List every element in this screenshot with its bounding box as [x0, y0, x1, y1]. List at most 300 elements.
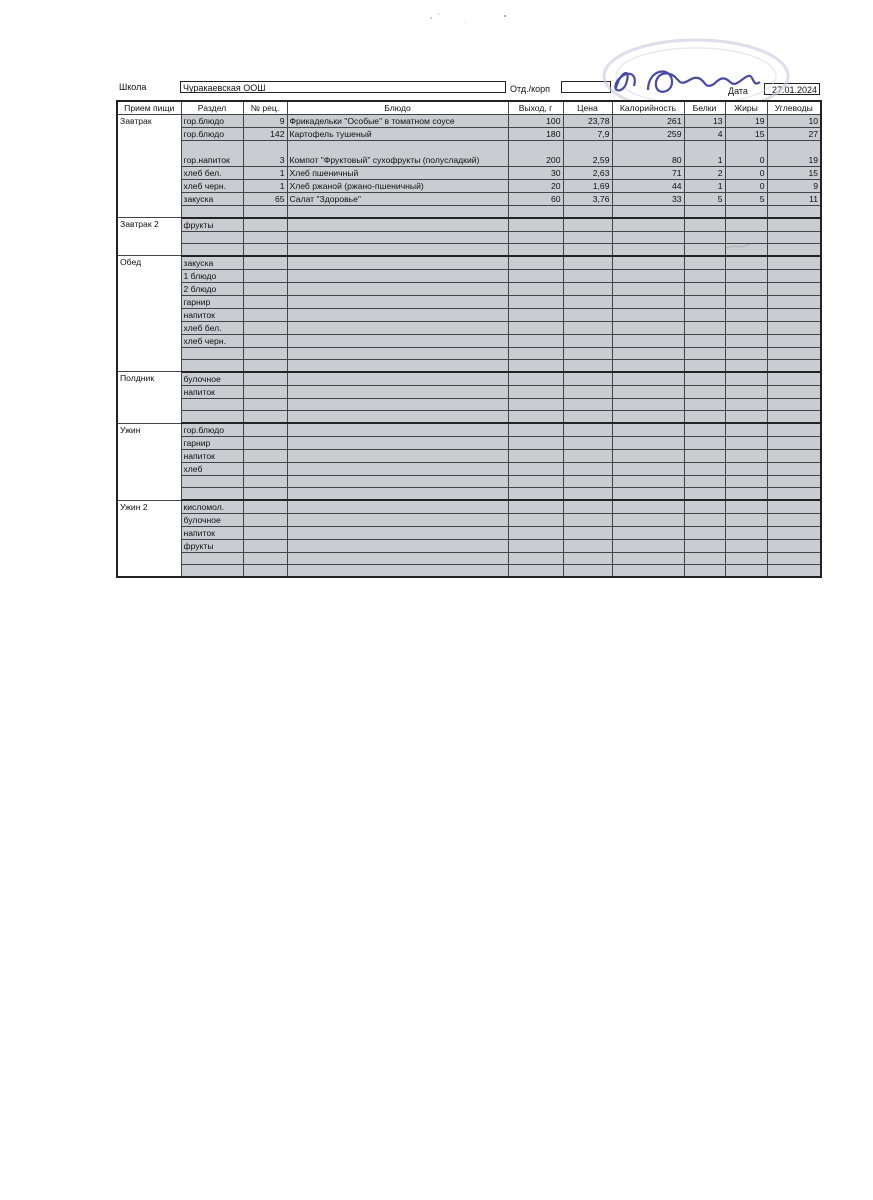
price-cell: 7,9 [563, 128, 612, 141]
recipe-number-cell: 1 [243, 180, 287, 193]
recipe-number-cell [243, 218, 287, 232]
recipe-number-cell [243, 553, 287, 565]
fat-cell [725, 476, 767, 488]
protein-cell: 1 [684, 180, 725, 193]
table-row [117, 180, 821, 193]
fat-cell [725, 565, 767, 577]
calories-cell [612, 334, 684, 347]
recipe-number-cell [243, 347, 287, 359]
output-cell [508, 423, 563, 437]
calories-cell: 80 [612, 141, 684, 167]
output-cell [508, 360, 563, 372]
fat-cell [725, 463, 767, 476]
carbs-cell: 11 [767, 193, 821, 206]
section-cell: гор.блюдо [181, 115, 243, 128]
fat-cell [725, 437, 767, 450]
protein-cell [684, 372, 725, 386]
price-cell [563, 488, 612, 500]
calories-cell [612, 411, 684, 423]
carbs-cell [767, 282, 821, 295]
fat-cell [725, 372, 767, 386]
fat-cell [725, 321, 767, 334]
section-cell: гор.блюдо [181, 128, 243, 141]
table-row [117, 514, 821, 527]
output-cell [508, 372, 563, 386]
calories-cell [612, 360, 684, 372]
dish-cell [287, 231, 508, 243]
fat-cell [725, 450, 767, 463]
section-cell: 2 блюдо [181, 282, 243, 295]
carbs-cell [767, 450, 821, 463]
carbs-cell: 19 [767, 141, 821, 167]
table-row [117, 372, 821, 386]
output-cell [508, 244, 563, 256]
dish-cell [287, 437, 508, 450]
price-cell: 23,78 [563, 115, 612, 128]
recipe-number-cell [243, 514, 287, 527]
section-cell: булочное [181, 372, 243, 386]
section-cell [181, 231, 243, 243]
recipe-number-cell [243, 360, 287, 372]
calories-cell [612, 476, 684, 488]
recipe-number-cell [243, 385, 287, 398]
calories-cell [612, 398, 684, 410]
price-cell [563, 385, 612, 398]
dish-cell [287, 218, 508, 232]
calories-cell [612, 244, 684, 256]
calories-cell [612, 540, 684, 553]
protein-cell [684, 282, 725, 295]
output-cell [508, 411, 563, 423]
protein-cell [684, 347, 725, 359]
recipe-number-cell [243, 282, 287, 295]
price-cell [563, 437, 612, 450]
calories-cell [612, 488, 684, 500]
table-row [117, 347, 821, 359]
dish-cell [287, 321, 508, 334]
output-cell [508, 385, 563, 398]
recipe-number-cell [243, 565, 287, 577]
table-row [117, 411, 821, 423]
table-row [117, 295, 821, 308]
table-row [117, 334, 821, 347]
calories-cell [612, 514, 684, 527]
table-row [117, 141, 821, 167]
protein-cell: 13 [684, 115, 725, 128]
protein-cell [684, 488, 725, 500]
calories-cell [612, 231, 684, 243]
dish-cell: Хлеб пшеничный [287, 167, 508, 180]
recipe-number-cell: 142 [243, 128, 287, 141]
price-cell [563, 565, 612, 577]
dish-cell [287, 500, 508, 514]
table-row [117, 360, 821, 372]
dish-cell: Компот "Фруктовый" сухофрукты (полусладкий) [287, 141, 508, 167]
output-cell [508, 321, 563, 334]
recipe-number-cell [243, 206, 287, 218]
table-row [117, 450, 821, 463]
recipe-number-cell [243, 308, 287, 321]
carbs-cell [767, 269, 821, 282]
calories-cell [612, 437, 684, 450]
section-cell [181, 411, 243, 423]
output-cell [508, 295, 563, 308]
fat-cell [725, 360, 767, 372]
table-row [117, 128, 821, 141]
price-cell [563, 450, 612, 463]
recipe-number-cell [243, 423, 287, 437]
section-cell: хлеб бел. [181, 321, 243, 334]
table-row [117, 269, 821, 282]
recipe-number-cell: 1 [243, 167, 287, 180]
fat-cell [725, 411, 767, 423]
output-cell [508, 231, 563, 243]
table-row [117, 540, 821, 553]
carbs-cell [767, 553, 821, 565]
table-row [117, 463, 821, 476]
carbs-cell [767, 372, 821, 386]
carbs-cell [767, 527, 821, 540]
table-row [117, 476, 821, 488]
output-cell [508, 282, 563, 295]
price-cell [563, 206, 612, 218]
table-row [117, 244, 821, 256]
carbs-cell: 27 [767, 128, 821, 141]
price-cell [563, 244, 612, 256]
dish-cell [287, 244, 508, 256]
dish-cell [287, 282, 508, 295]
section-cell: хлеб черн. [181, 180, 243, 193]
recipe-number-cell: 9 [243, 115, 287, 128]
protein-cell [684, 256, 725, 270]
recipe-number-cell [243, 488, 287, 500]
meal-name-cell: Полдник [117, 372, 181, 423]
price-cell [563, 321, 612, 334]
menu-table [116, 100, 822, 578]
dish-cell [287, 398, 508, 410]
output-cell [508, 450, 563, 463]
section-cell [181, 360, 243, 372]
output-cell: 200 [508, 141, 563, 167]
fat-cell [725, 423, 767, 437]
calories-cell: 71 [612, 167, 684, 180]
output-cell: 180 [508, 128, 563, 141]
recipe-number-cell [243, 437, 287, 450]
recipe-number-cell [243, 269, 287, 282]
output-cell [508, 553, 563, 565]
protein-cell [684, 244, 725, 256]
protein-cell [684, 231, 725, 243]
protein-cell [684, 450, 725, 463]
section-cell [181, 488, 243, 500]
protein-cell [684, 295, 725, 308]
protein-cell [684, 334, 725, 347]
price-cell [563, 540, 612, 553]
recipe-number-cell [243, 256, 287, 270]
fat-cell: 19 [725, 115, 767, 128]
table-row [117, 423, 821, 437]
dish-cell [287, 256, 508, 270]
price-cell [563, 553, 612, 565]
section-cell: булочное [181, 514, 243, 527]
output-cell [508, 256, 563, 270]
recipe-number-cell [243, 527, 287, 540]
carbs-cell [767, 398, 821, 410]
recipe-number-cell [243, 540, 287, 553]
calories-cell [612, 321, 684, 334]
recipe-number-cell [243, 463, 287, 476]
calories-cell [612, 423, 684, 437]
dept-label: Отд./корп [510, 84, 550, 94]
school-field: Чуракаевская ООШ [180, 81, 506, 93]
carbs-cell [767, 423, 821, 437]
table-row [117, 488, 821, 500]
fat-cell: 5 [725, 193, 767, 206]
carbs-cell [767, 295, 821, 308]
protein-cell [684, 218, 725, 232]
price-cell [563, 231, 612, 243]
protein-cell [684, 437, 725, 450]
calories-cell [612, 527, 684, 540]
table-row [117, 167, 821, 180]
price-cell [563, 347, 612, 359]
table-row [117, 565, 821, 577]
table-row [117, 231, 821, 243]
price-cell [563, 334, 612, 347]
fat-cell [725, 553, 767, 565]
carbs-cell [767, 244, 821, 256]
fat-cell: 0 [725, 141, 767, 167]
fat-cell [725, 334, 767, 347]
recipe-number-cell [243, 321, 287, 334]
carbs-cell [767, 347, 821, 359]
dish-cell [287, 565, 508, 577]
carbs-cell [767, 321, 821, 334]
dish-cell: Картофель тушеный [287, 128, 508, 141]
dish-cell [287, 334, 508, 347]
dish-cell [287, 553, 508, 565]
output-cell [508, 308, 563, 321]
price-cell [563, 308, 612, 321]
section-cell: кисломол. [181, 500, 243, 514]
fat-cell: 0 [725, 167, 767, 180]
recipe-number-cell [243, 334, 287, 347]
dish-cell: Фрикадельки "Особые" в томатном соусе [287, 115, 508, 128]
protein-cell: 1 [684, 141, 725, 167]
table-row [117, 527, 821, 540]
fat-cell [725, 488, 767, 500]
fat-cell: 15 [725, 128, 767, 141]
dish-cell [287, 206, 508, 218]
calories-cell [612, 308, 684, 321]
section-cell: напиток [181, 385, 243, 398]
carbs-cell [767, 218, 821, 232]
calories-cell: 261 [612, 115, 684, 128]
section-cell: закуска [181, 256, 243, 270]
section-cell: гор.блюдо [181, 423, 243, 437]
table-row [117, 218, 821, 232]
output-cell: 20 [508, 180, 563, 193]
carbs-cell [767, 360, 821, 372]
table-row [117, 321, 821, 334]
protein-cell: 2 [684, 167, 725, 180]
output-cell [508, 488, 563, 500]
dish-cell [287, 450, 508, 463]
price-cell [563, 269, 612, 282]
meal-name-cell: Обед [117, 256, 181, 372]
output-cell [508, 463, 563, 476]
price-cell [563, 476, 612, 488]
date-field: 27.01.2024 [764, 83, 820, 95]
table-row [117, 282, 821, 295]
output-cell [508, 269, 563, 282]
column-header: Белки [684, 101, 725, 115]
section-cell: напиток [181, 527, 243, 540]
section-cell [181, 476, 243, 488]
carbs-cell: 15 [767, 167, 821, 180]
section-cell: фрукты [181, 218, 243, 232]
price-cell [563, 423, 612, 437]
table-row [117, 206, 821, 218]
output-cell [508, 500, 563, 514]
recipe-number-cell [243, 476, 287, 488]
dish-cell [287, 360, 508, 372]
protein-cell [684, 385, 725, 398]
fat-cell [725, 514, 767, 527]
price-cell [563, 256, 612, 270]
column-header: Блюдо [287, 101, 508, 115]
price-cell [563, 360, 612, 372]
date-label: Дата [728, 86, 748, 96]
calories-cell [612, 256, 684, 270]
recipe-number-cell [243, 372, 287, 386]
output-cell [508, 514, 563, 527]
output-cell: 100 [508, 115, 563, 128]
output-cell [508, 218, 563, 232]
fat-cell [725, 295, 767, 308]
scan-mark-icon [724, 240, 754, 252]
fat-cell [725, 308, 767, 321]
meal-name-cell: Ужин 2 [117, 500, 181, 577]
dish-cell [287, 295, 508, 308]
carbs-cell [767, 385, 821, 398]
price-cell [563, 463, 612, 476]
section-cell: хлеб черн. [181, 334, 243, 347]
calories-cell [612, 553, 684, 565]
column-header: Углеводы [767, 101, 821, 115]
fat-cell [725, 540, 767, 553]
protein-cell: 4 [684, 128, 725, 141]
table-row [117, 115, 821, 128]
section-cell [181, 398, 243, 410]
price-cell: 1,69 [563, 180, 612, 193]
calories-cell: 33 [612, 193, 684, 206]
output-cell [508, 540, 563, 553]
protein-cell [684, 476, 725, 488]
section-cell: фрукты [181, 540, 243, 553]
column-header: Раздел [181, 101, 243, 115]
carbs-cell [767, 334, 821, 347]
fat-cell [725, 398, 767, 410]
fat-cell [725, 282, 767, 295]
recipe-number-cell [243, 398, 287, 410]
output-cell: 60 [508, 193, 563, 206]
dish-cell [287, 347, 508, 359]
fat-cell [725, 218, 767, 232]
calories-cell [612, 295, 684, 308]
section-cell: закуска [181, 193, 243, 206]
table-row [117, 437, 821, 450]
dish-cell [287, 269, 508, 282]
price-cell: 2,63 [563, 167, 612, 180]
section-cell: хлеб бел. [181, 167, 243, 180]
protein-cell [684, 398, 725, 410]
protein-cell [684, 553, 725, 565]
recipe-number-cell [243, 295, 287, 308]
column-header: Жиры [725, 101, 767, 115]
dish-cell: Хлеб ржаной (ржано-пшеничный) [287, 180, 508, 193]
carbs-cell [767, 488, 821, 500]
table-row [117, 398, 821, 410]
protein-cell [684, 514, 725, 527]
column-header: Прием пищи [117, 101, 181, 115]
section-cell: напиток [181, 450, 243, 463]
output-cell [508, 437, 563, 450]
recipe-number-cell [243, 450, 287, 463]
dish-cell [287, 423, 508, 437]
dish-cell [287, 372, 508, 386]
dish-cell [287, 308, 508, 321]
recipe-number-cell [243, 231, 287, 243]
price-cell: 2,59 [563, 141, 612, 167]
calories-cell: 259 [612, 128, 684, 141]
price-cell [563, 411, 612, 423]
protein-cell [684, 540, 725, 553]
dish-cell [287, 385, 508, 398]
carbs-cell [767, 256, 821, 270]
section-cell: напиток [181, 308, 243, 321]
carbs-cell: 10 [767, 115, 821, 128]
section-cell [181, 553, 243, 565]
fat-cell [725, 385, 767, 398]
protein-cell [684, 565, 725, 577]
table-header-row [117, 101, 821, 115]
section-cell: 1 блюдо [181, 269, 243, 282]
table-row [117, 500, 821, 514]
output-cell [508, 334, 563, 347]
dish-cell [287, 411, 508, 423]
dish-cell [287, 463, 508, 476]
carbs-cell [767, 308, 821, 321]
fat-cell [725, 347, 767, 359]
protein-cell [684, 206, 725, 218]
calories-cell [612, 282, 684, 295]
table-body [117, 115, 821, 578]
table-row [117, 256, 821, 270]
section-cell [181, 347, 243, 359]
meal-name-cell: Завтрак [117, 115, 181, 218]
output-cell [508, 398, 563, 410]
protein-cell [684, 308, 725, 321]
protein-cell [684, 500, 725, 514]
price-cell [563, 295, 612, 308]
price-cell [563, 218, 612, 232]
carbs-cell [767, 476, 821, 488]
calories-cell [612, 372, 684, 386]
dish-cell [287, 476, 508, 488]
price-cell: 3,76 [563, 193, 612, 206]
calories-cell [612, 218, 684, 232]
